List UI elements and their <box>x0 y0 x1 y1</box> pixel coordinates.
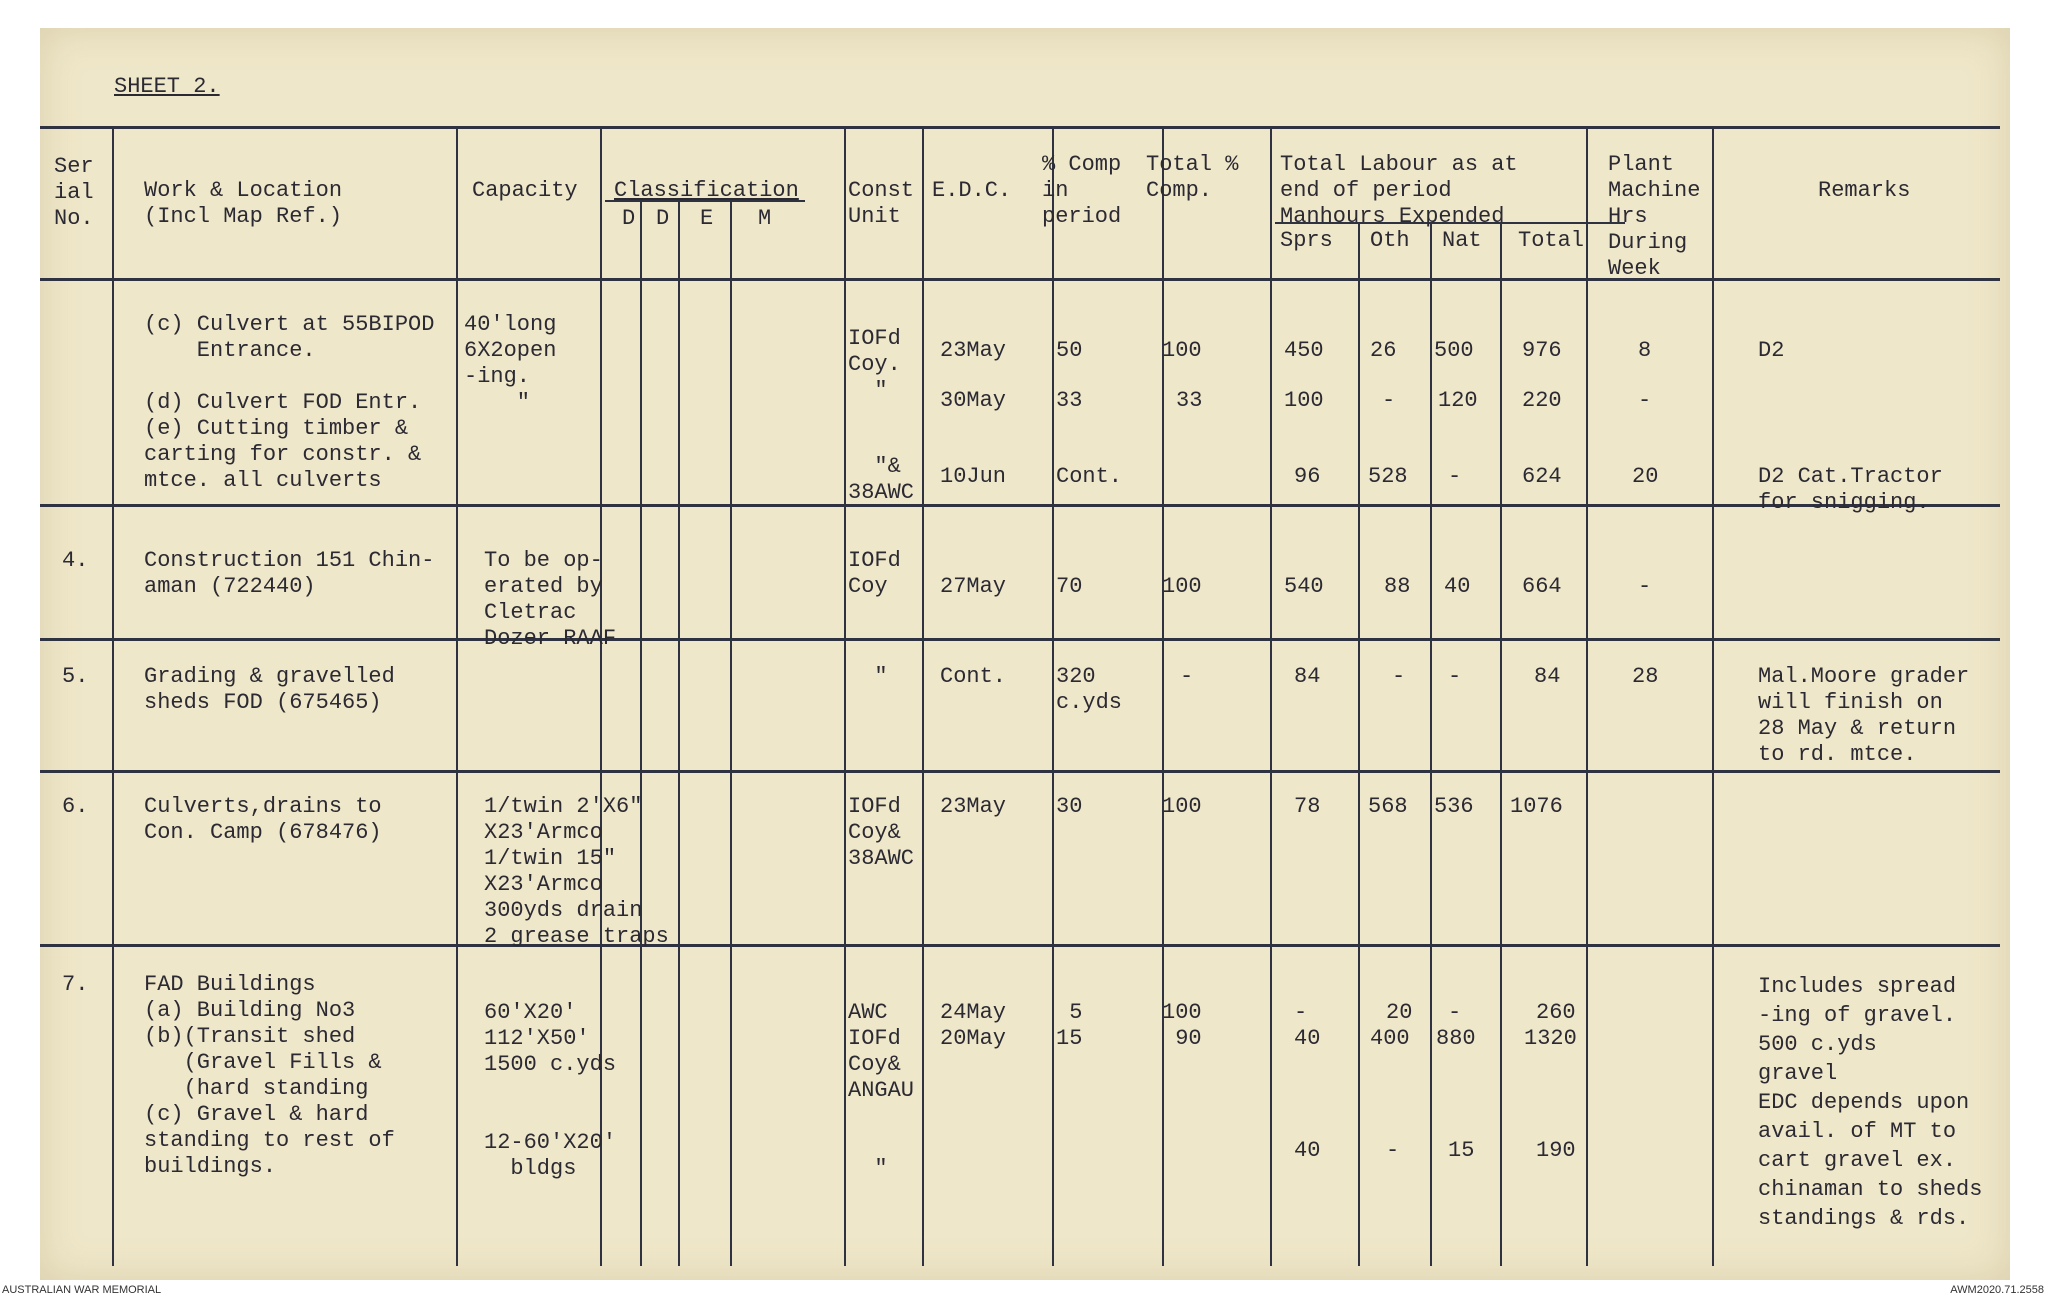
row6-edc: 23May <box>940 794 1007 819</box>
header-work-location: Work & Location (Incl Map Ref.) <box>144 178 343 229</box>
column-rule <box>922 126 924 1266</box>
row6-capacity: 1/twin 2'X6" X23'Armco 1/twin 15" X23'Armco 300yds drain 2 grease traps <box>484 794 669 949</box>
header-bottom-rule <box>40 278 2000 281</box>
row3-pct-total-a: 100 <box>1162 338 1202 363</box>
row5-unit: " <box>848 664 888 689</box>
row3-work: (c) Culvert at 55BIPOD Entrance. (d) Culvert FOD Entr. (e) Cutting timber & carting for constr. & mtce. all culverts <box>144 312 435 493</box>
table-top-rule <box>40 126 2000 129</box>
row3-nat-a: 500 <box>1434 338 1474 363</box>
row3-total-b: 220 <box>1522 388 1562 413</box>
row3-plant-b: - <box>1638 388 1652 413</box>
row7-edc: 24May 20May <box>940 1000 1007 1051</box>
row6-sprs: 78 <box>1294 794 1321 819</box>
row3-remarks-a: D2 <box>1758 338 1785 363</box>
row5-remarks: Mal.Moore grader will finish on 28 May & return to rd. mtce. <box>1758 664 1970 767</box>
row4-capacity: To be op- erated by Cletrac Dozer RAAF <box>484 548 617 651</box>
row3-plant-c: 20 <box>1632 464 1659 489</box>
row-rule <box>40 944 2000 947</box>
row5-pct-total: - <box>1180 664 1194 689</box>
row7-pct-period: 5 15 <box>1056 1000 1083 1051</box>
row7-oth-c: - <box>1386 1138 1400 1163</box>
column-rule <box>1586 126 1588 1266</box>
column-rule <box>730 200 732 1266</box>
row6-pct-period: 30 <box>1056 794 1083 819</box>
column-rule <box>1270 126 1272 1266</box>
column-rule <box>456 126 458 1266</box>
row4-unit: IOFd Coy <box>848 548 901 599</box>
row6-unit: IOFd Coy& 38AWC <box>848 794 915 871</box>
row3-nat-c: - <box>1448 464 1462 489</box>
row3-pct-total-b: 33 <box>1176 388 1203 413</box>
row7-total-c: 190 <box>1536 1138 1576 1163</box>
column-rule <box>1052 126 1054 1266</box>
row5-nat: - <box>1448 664 1462 689</box>
row4-sprs: 540 <box>1284 574 1324 599</box>
row3-nat-b: 120 <box>1438 388 1478 413</box>
row3-edc-c: 10Jun <box>940 464 1007 489</box>
column-rule <box>1162 126 1164 1266</box>
row6-pct-total: 100 <box>1162 794 1202 819</box>
header-edc: E.D.C. <box>932 178 1012 203</box>
row3-edc-b: 30May <box>940 388 1007 413</box>
header-labour-oth: Oth <box>1370 228 1410 253</box>
column-rule <box>112 126 114 1266</box>
row3-unit-c: "& 38AWC <box>848 454 915 505</box>
row3-pct-period-a: 50 <box>1056 338 1083 363</box>
row7-serial: 7. <box>62 972 89 997</box>
header-labour-nat: Nat <box>1442 228 1482 253</box>
header-plant: Plant Machine Hrs During Week <box>1608 152 1701 281</box>
row3-unit-a: IOFd Coy. <box>848 326 901 377</box>
column-rule <box>1358 222 1360 1266</box>
row5-work: Grading & gravelled sheds FOD (675465) <box>144 664 395 715</box>
row5-plant: 28 <box>1632 664 1659 689</box>
row3-plant-a: 8 <box>1638 338 1652 363</box>
row4-serial: 4. <box>62 548 89 573</box>
header-serial: Ser ial No. <box>54 154 94 231</box>
row7-sprs-b: 40 <box>1294 1026 1321 1051</box>
header-class-e: E <box>700 206 714 231</box>
header-const-unit: Const Unit <box>848 178 915 229</box>
row5-pct-period: 320 c.yds <box>1056 664 1123 715</box>
row3-total-a: 976 <box>1522 338 1562 363</box>
row7-unit: AWC IOFd Coy& ANGAU " <box>848 1000 915 1181</box>
row3-sprs-b: 100 <box>1284 388 1324 413</box>
row3-edc-a: 23May <box>940 338 1007 363</box>
sheet-label: SHEET 2. <box>114 74 220 99</box>
row7-nat-a: - <box>1448 1000 1462 1025</box>
column-rule <box>678 200 680 1266</box>
row7-remarks: Includes spread -ing of gravel. 500 c.yds gravel EDC depends upon avail. of MT to cart gravel ex. chinaman to sheds standings & rds. <box>1758 974 1983 1231</box>
row-rule <box>40 770 2000 773</box>
header-class-d2: D <box>656 206 670 231</box>
header-pct-total: Total % Comp. <box>1146 152 1239 203</box>
row6-work: Culverts,drains to Con. Camp (678476) <box>144 794 382 845</box>
header-pct-period: % Comp in period <box>1042 152 1122 229</box>
row5-sprs: 84 <box>1294 664 1321 689</box>
row3-unit-b: " <box>848 378 888 403</box>
row4-plant: - <box>1638 574 1652 599</box>
row7-oth-b: 400 <box>1370 1026 1410 1051</box>
header-capacity: Capacity <box>472 178 578 203</box>
row-rule <box>40 638 2000 641</box>
row7-sprs-a: - <box>1294 1000 1308 1025</box>
row6-oth: 568 <box>1368 794 1408 819</box>
column-rule <box>1430 222 1432 1266</box>
row7-sprs-c: 40 <box>1294 1138 1321 1163</box>
row4-nat: 40 <box>1444 574 1471 599</box>
row5-serial: 5. <box>62 664 89 689</box>
row7-nat-c: 15 <box>1448 1138 1475 1163</box>
column-rule <box>1500 222 1502 1266</box>
header-class-m: M <box>758 206 772 231</box>
row3-capacity: 40'long 6X2open -ing. " <box>464 312 557 415</box>
footer-institution: AUSTRALIAN WAR MEMORIAL <box>2 1284 162 1296</box>
row6-serial: 6. <box>62 794 89 819</box>
column-rule <box>640 200 642 1266</box>
row6-nat: 536 <box>1434 794 1474 819</box>
row3-oth-b: - <box>1382 388 1396 413</box>
row-rule <box>40 504 2000 507</box>
row4-pct-total: 100 <box>1162 574 1202 599</box>
header-classification: Classification <box>614 178 799 203</box>
row7-nat-b: 880 <box>1436 1026 1476 1051</box>
row3-pct-period-c: Cont. <box>1056 464 1123 489</box>
column-rule <box>844 126 846 1266</box>
row6-total: 1076 <box>1510 794 1563 819</box>
row7-oth-a: 20 <box>1386 1000 1413 1025</box>
column-rule <box>1712 126 1714 1266</box>
header-class-d1: D <box>622 206 636 231</box>
row7-work: FAD Buildings (a) Building No3 (b)(Transit shed (Gravel Fills & (hard standing (c) Gravel & hard standing to rest of buildings. <box>144 972 395 1179</box>
row3-sprs-a: 450 <box>1284 338 1324 363</box>
row5-total: 84 <box>1534 664 1561 689</box>
row3-oth-a: 26 <box>1370 338 1397 363</box>
row4-pct-period: 70 <box>1056 574 1083 599</box>
header-remarks: Remarks <box>1818 178 1911 203</box>
header-total-labour: Total Labour as at end of period Manhours Expended <box>1280 152 1518 229</box>
row7-total-a: 260 <box>1536 1000 1576 1025</box>
row3-remarks-c: D2 Cat.Tractor for snigging. <box>1758 464 1943 515</box>
document-sheet <box>40 28 2010 1280</box>
row3-oth-c: 528 <box>1368 464 1408 489</box>
row7-total-b: 1320 <box>1524 1026 1577 1051</box>
row5-edc: Cont. <box>940 664 1007 689</box>
row3-total-c: 624 <box>1522 464 1562 489</box>
row3-sprs-c: 96 <box>1294 464 1321 489</box>
row4-edc: 27May <box>940 574 1007 599</box>
row3-pct-period-b: 33 <box>1056 388 1083 413</box>
row4-total: 664 <box>1522 574 1562 599</box>
row5-oth: - <box>1392 664 1406 689</box>
header-labour-sprs: Sprs <box>1280 228 1333 253</box>
row7-capacity: 60'X20' 112'X50' 1500 c.yds 12-60'X20' bldgs <box>484 1000 617 1181</box>
row4-oth: 88 <box>1384 574 1411 599</box>
row7-pct-total: 100 90 <box>1162 1000 1202 1051</box>
footer-accession-number: AWM2020.71.2558 <box>1950 1284 2044 1296</box>
header-labour-total: Total <box>1518 228 1585 253</box>
row4-work: Construction 151 Chin- aman (722440) <box>144 548 435 599</box>
